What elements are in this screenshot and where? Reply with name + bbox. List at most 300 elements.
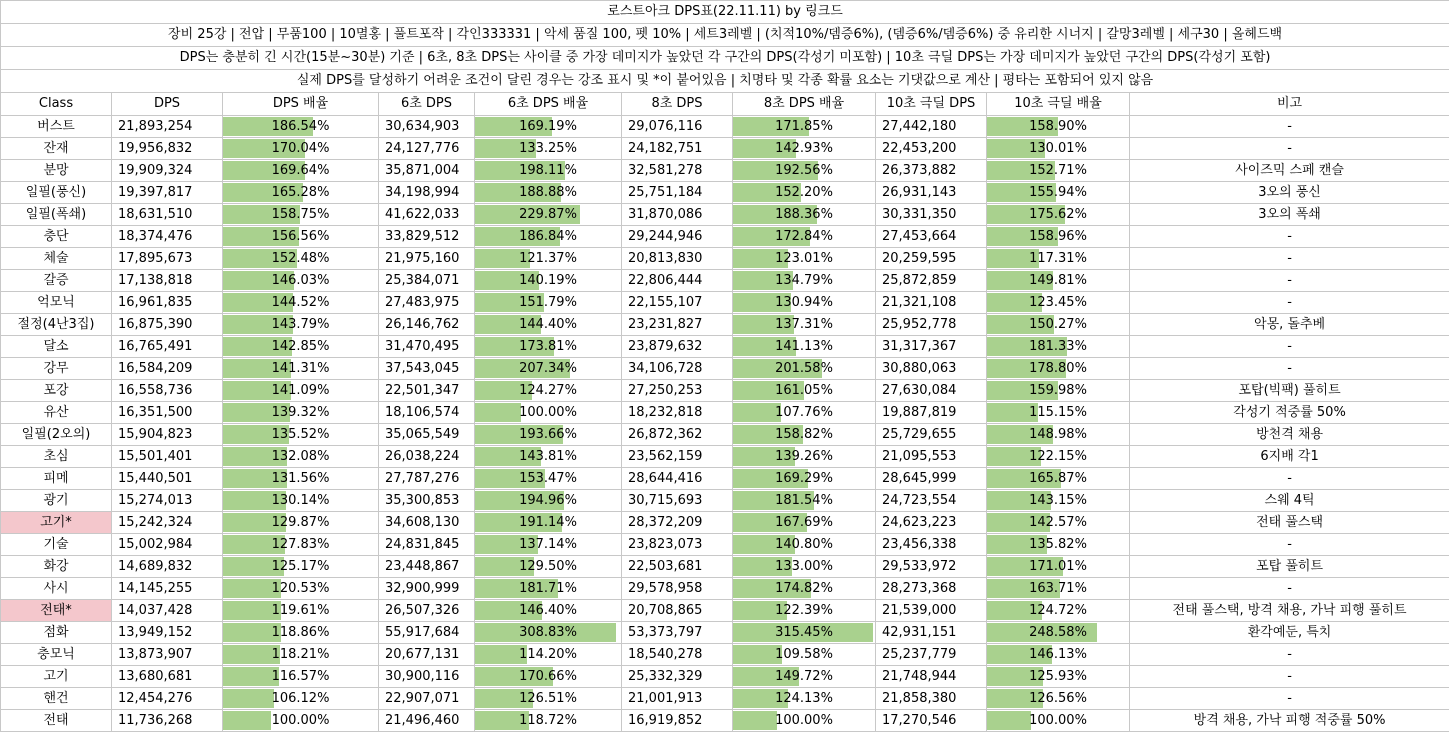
dps-ratio-cell-bar xyxy=(223,711,271,730)
ratio-8s-cell-value: 100.00% xyxy=(775,713,833,728)
ratio-8s-cell-value: 107.76% xyxy=(775,405,833,420)
ratio-6s-cell-value: 118.72% xyxy=(519,713,577,728)
ratio-10s-cell-value: 171.01% xyxy=(1029,559,1087,574)
ratio-8s-cell xyxy=(733,556,876,578)
dps-6s-cell: 37,543,045 xyxy=(379,358,475,380)
dps-10s-cell: 26,373,882 xyxy=(876,160,987,182)
ratio-10s-cell xyxy=(987,468,1130,490)
ratio-10s-cell xyxy=(987,622,1130,644)
ratio-10s-cell-bar xyxy=(987,711,1031,730)
dps-ratio-cell-value: 144.52% xyxy=(271,295,330,310)
dps-ratio-cell-value: 119.61% xyxy=(271,603,330,618)
ratio-6s-cell-value: 140.19% xyxy=(519,273,577,288)
dps-8s-cell: 29,244,946 xyxy=(622,226,733,248)
dps-ratio-cell xyxy=(223,160,379,182)
notes-line: 실제 DPS를 달성하기 어려운 조건이 달린 경우는 강조 표시 및 *이 붙어있음 | 치명타 및 각종 확률 요소는 기댓값으로 계산 | 평타는 포함되어 있지 않음 xyxy=(1,70,1449,93)
ratio-8s-cell xyxy=(733,512,876,534)
ratio-6s-cell-value: 207.34% xyxy=(519,361,577,376)
ratio-6s-cell-value: 194.96% xyxy=(519,493,577,508)
dps-ratio-cell xyxy=(223,248,379,270)
note-cell: - xyxy=(1130,358,1449,380)
table-row xyxy=(1,644,1449,666)
ratio-6s-cell-value: 121.37% xyxy=(519,251,577,266)
dps-ratio-cell xyxy=(223,138,379,160)
note-cell: 방격 채용, 가낙 피행 적중률 50% xyxy=(1130,710,1449,732)
ratio-8s-cell xyxy=(733,710,876,732)
dps-cell: 13,680,681 xyxy=(112,666,223,688)
ratio-6s-cell xyxy=(475,600,622,622)
dps-ratio-cell xyxy=(223,644,379,666)
table-row xyxy=(1,314,1449,336)
note-cell: - xyxy=(1130,248,1449,270)
ratio-6s-cell xyxy=(475,578,622,600)
dps-ratio-cell-value: 135.52% xyxy=(271,427,330,442)
ratio-6s-cell-value: 169.19% xyxy=(519,119,577,134)
note-cell: - xyxy=(1130,226,1449,248)
ratio-8s-cell xyxy=(733,138,876,160)
ratio-8s-cell xyxy=(733,402,876,424)
ratio-10s-cell-value: 143.15% xyxy=(1029,493,1087,508)
ratio-6s-cell xyxy=(475,468,622,490)
dps-6s-cell: 24,831,845 xyxy=(379,534,475,556)
class-cell: 포강 xyxy=(1,380,112,402)
ratio-8s-cell xyxy=(733,314,876,336)
ratio-10s-cell xyxy=(987,666,1130,688)
note-cell: 전태 풀스택 xyxy=(1130,512,1449,534)
dps-ratio-cell-value: 141.09% xyxy=(271,383,330,398)
ratio-6s-cell-value: 144.40% xyxy=(519,317,577,332)
table-row xyxy=(1,204,1449,226)
table-row xyxy=(1,138,1449,160)
dps-10s-cell: 24,623,223 xyxy=(876,512,987,534)
dps-6s-cell: 55,917,684 xyxy=(379,622,475,644)
ratio-8s-cell-value: 171.85% xyxy=(775,119,833,134)
ratio-6s-cell-value: 186.84% xyxy=(519,229,577,244)
dps-ratio-cell-value: 141.31% xyxy=(271,361,330,376)
col-8s-dps: 8초 DPS xyxy=(622,93,733,116)
class-cell: 사시 xyxy=(1,578,112,600)
dps-8s-cell: 53,373,797 xyxy=(622,622,733,644)
class-cell: 충모닉 xyxy=(1,644,112,666)
dps-ratio-cell-value: 152.48% xyxy=(271,251,330,266)
dps-cell: 21,893,254 xyxy=(112,116,223,138)
dps-8s-cell: 31,870,086 xyxy=(622,204,733,226)
ratio-10s-cell xyxy=(987,292,1130,314)
class-cell: 전태* xyxy=(1,600,112,622)
dps-cell: 15,274,013 xyxy=(112,490,223,512)
dps-ratio-cell xyxy=(223,468,379,490)
dps-cell: 15,002,984 xyxy=(112,534,223,556)
ratio-10s-cell xyxy=(987,688,1130,710)
dps-cell: 16,558,736 xyxy=(112,380,223,402)
dps-ratio-cell-value: 169.64% xyxy=(271,163,330,178)
dps-ratio-cell-value: 120.53% xyxy=(271,581,330,596)
ratio-8s-cell-value: 142.93% xyxy=(775,141,833,156)
table-row xyxy=(1,336,1449,358)
ratio-10s-cell-value: 126.56% xyxy=(1029,691,1087,706)
dps-ratio-cell-bar xyxy=(223,667,279,686)
dps-cell: 11,736,268 xyxy=(112,710,223,732)
dps-6s-cell: 24,127,776 xyxy=(379,138,475,160)
dps-8s-cell: 20,813,830 xyxy=(622,248,733,270)
note-cell: - xyxy=(1130,292,1449,314)
dps-10s-cell: 30,331,350 xyxy=(876,204,987,226)
note-cell: - xyxy=(1130,468,1449,490)
ratio-8s-cell xyxy=(733,270,876,292)
dps-10s-cell: 24,723,554 xyxy=(876,490,987,512)
ratio-10s-cell xyxy=(987,138,1130,160)
note-cell: - xyxy=(1130,336,1449,358)
dps-8s-cell: 30,715,693 xyxy=(622,490,733,512)
ratio-8s-cell xyxy=(733,468,876,490)
dps-ratio-cell-bar xyxy=(223,689,274,708)
table-row xyxy=(1,710,1449,732)
note-cell: - xyxy=(1130,666,1449,688)
ratio-6s-cell-value: 191.14% xyxy=(519,515,577,530)
dps-10s-cell: 27,442,180 xyxy=(876,116,987,138)
ratio-8s-cell xyxy=(733,490,876,512)
ratio-6s-cell xyxy=(475,314,622,336)
ratio-8s-cell-value: 141.13% xyxy=(775,339,833,354)
conditions-line: 장비 25강 | 전압 | 무품100 | 10멸홍 | 풀트포작 | 각인333331 | 악세 품질 100, 펫 10% | 세트3레벨 | (치적10%/뎀증6%), (뎀증6%/뎀증6%) 중 유리한 시너지 | 갈망3레벨 | 세구30 | 올헤드백 xyxy=(1,24,1449,47)
ratio-6s-cell xyxy=(475,666,622,688)
dps-10s-cell: 28,273,368 xyxy=(876,578,987,600)
dps-10s-cell: 23,456,338 xyxy=(876,534,987,556)
ratio-8s-cell-value: 181.54% xyxy=(775,493,833,508)
dps-6s-cell: 35,065,549 xyxy=(379,424,475,446)
dps-8s-cell: 27,250,253 xyxy=(622,380,733,402)
ratio-8s-cell-value: 134.79% xyxy=(775,273,833,288)
ratio-8s-cell-value: 169.29% xyxy=(775,471,833,486)
note-cell: - xyxy=(1130,138,1449,160)
class-cell: 고기* xyxy=(1,512,112,534)
ratio-6s-cell-value: 308.83% xyxy=(519,625,577,640)
ratio-10s-cell-value: 181.33% xyxy=(1029,339,1087,354)
ratio-10s-cell-value: 125.93% xyxy=(1029,669,1087,684)
dps-ratio-cell xyxy=(223,402,379,424)
ratio-10s-cell xyxy=(987,270,1130,292)
dps-8s-cell: 34,106,728 xyxy=(622,358,733,380)
dps-ratio-cell xyxy=(223,116,379,138)
dps-ratio-cell xyxy=(223,534,379,556)
dps-6s-cell: 35,300,853 xyxy=(379,490,475,512)
ratio-10s-cell-value: 135.82% xyxy=(1029,537,1087,552)
ratio-10s-cell-value: 150.27% xyxy=(1029,317,1087,332)
dps-cell: 18,631,510 xyxy=(112,204,223,226)
dps-cell: 15,904,823 xyxy=(112,424,223,446)
class-cell: 초심 xyxy=(1,446,112,468)
col-6s-ratio: 6초 DPS 배율 xyxy=(475,93,622,116)
dps-ratio-cell-value: 131.56% xyxy=(271,471,330,486)
ratio-8s-cell xyxy=(733,226,876,248)
table-row xyxy=(1,556,1449,578)
table-row xyxy=(1,622,1449,644)
ratio-8s-cell-value: 139.26% xyxy=(775,449,833,464)
dps-ratio-cell xyxy=(223,556,379,578)
ratio-8s-cell xyxy=(733,666,876,688)
ratio-8s-cell-value: 315.45% xyxy=(775,625,833,640)
dps-8s-cell: 18,540,278 xyxy=(622,644,733,666)
ratio-8s-cell xyxy=(733,578,876,600)
ratio-10s-cell xyxy=(987,402,1130,424)
ratio-6s-cell-bar xyxy=(475,403,521,422)
dps-ratio-cell xyxy=(223,600,379,622)
dps-10s-cell: 21,095,553 xyxy=(876,446,987,468)
dps-ratio-cell xyxy=(223,182,379,204)
ratio-8s-cell-value: 137.31% xyxy=(775,317,833,332)
ratio-8s-cell xyxy=(733,446,876,468)
ratio-8s-cell-value: 188.36% xyxy=(775,207,833,222)
dps-cell: 19,956,832 xyxy=(112,138,223,160)
ratio-6s-cell-value: 151.79% xyxy=(519,295,577,310)
dps-ratio-cell xyxy=(223,380,379,402)
dps-cell: 15,440,501 xyxy=(112,468,223,490)
ratio-10s-cell xyxy=(987,424,1130,446)
ratio-10s-cell xyxy=(987,556,1130,578)
dps-6s-cell: 21,496,460 xyxy=(379,710,475,732)
dps-6s-cell: 41,622,033 xyxy=(379,204,475,226)
dps-8s-cell: 23,879,632 xyxy=(622,336,733,358)
ratio-10s-cell-value: 175.62% xyxy=(1029,207,1087,222)
ratio-10s-cell-value: 248.58% xyxy=(1029,625,1087,640)
dps-ratio-cell-value: 142.85% xyxy=(271,339,330,354)
col-10s-ratio: 10초 극딜 배율 xyxy=(987,93,1130,116)
dps-8s-cell: 25,332,329 xyxy=(622,666,733,688)
table-row xyxy=(1,446,1449,468)
ratio-6s-cell-value: 188.88% xyxy=(519,185,577,200)
dps-6s-cell: 32,900,999 xyxy=(379,578,475,600)
ratio-6s-cell xyxy=(475,204,622,226)
dps-ratio-cell-value: 132.08% xyxy=(271,449,330,464)
col-dps-ratio: DPS 배율 xyxy=(223,93,379,116)
dps-ratio-cell xyxy=(223,446,379,468)
note-cell: 3오의 폭쇄 xyxy=(1130,204,1449,226)
dps-ratio-cell-value: 156.56% xyxy=(271,229,330,244)
note-cell: 각성기 적중률 50% xyxy=(1130,402,1449,424)
dps-ratio-cell-value: 116.57% xyxy=(271,669,330,684)
ratio-8s-cell xyxy=(733,644,876,666)
dps-ratio-cell-value: 100.00% xyxy=(271,713,330,728)
ratio-6s-cell-value: 181.71% xyxy=(519,581,577,596)
ratio-10s-cell-value: 163.71% xyxy=(1029,581,1087,596)
dps-10s-cell: 27,453,664 xyxy=(876,226,987,248)
ratio-10s-cell xyxy=(987,380,1130,402)
ratio-10s-cell xyxy=(987,644,1130,666)
dps-8s-cell: 23,562,159 xyxy=(622,446,733,468)
ratio-10s-cell xyxy=(987,534,1130,556)
dps-6s-cell: 26,146,762 xyxy=(379,314,475,336)
ratio-6s-cell-value: 137.14% xyxy=(519,537,577,552)
note-cell: - xyxy=(1130,534,1449,556)
class-cell: 억모닉 xyxy=(1,292,112,314)
dps-10s-cell: 20,259,595 xyxy=(876,248,987,270)
ratio-10s-cell-value: 142.57% xyxy=(1029,515,1087,530)
ratio-8s-cell xyxy=(733,292,876,314)
dps-10s-cell: 25,872,859 xyxy=(876,270,987,292)
class-cell: 기술 xyxy=(1,534,112,556)
ratio-10s-cell-value: 115.15% xyxy=(1029,405,1087,420)
ratio-10s-cell xyxy=(987,578,1130,600)
col-dps: DPS xyxy=(112,93,223,116)
table-row xyxy=(1,600,1449,622)
ratio-8s-cell-value: 158.82% xyxy=(775,427,833,442)
ratio-8s-cell xyxy=(733,534,876,556)
class-cell: 고기 xyxy=(1,666,112,688)
dps-8s-cell: 29,076,116 xyxy=(622,116,733,138)
dps-10s-cell: 30,880,063 xyxy=(876,358,987,380)
dps-ratio-cell xyxy=(223,270,379,292)
ratio-8s-cell-value: 192.56% xyxy=(775,163,833,178)
class-cell: 일필(폭쇄) xyxy=(1,204,112,226)
class-cell: 일필(풍신) xyxy=(1,182,112,204)
class-cell: 잔재 xyxy=(1,138,112,160)
dps-6s-cell: 26,038,224 xyxy=(379,446,475,468)
ratio-6s-cell xyxy=(475,380,622,402)
dps-10s-cell: 21,748,944 xyxy=(876,666,987,688)
ratio-8s-cell-value: 133.00% xyxy=(775,559,833,574)
note-cell: 포탑(빅팩) 풀히트 xyxy=(1130,380,1449,402)
ratio-10s-cell xyxy=(987,600,1130,622)
dps-ratio-cell xyxy=(223,226,379,248)
ratio-8s-cell xyxy=(733,336,876,358)
ratio-10s-cell-value: 130.01% xyxy=(1029,141,1087,156)
table-row xyxy=(1,226,1449,248)
ratio-6s-cell xyxy=(475,446,622,468)
dps-8s-cell: 23,823,073 xyxy=(622,534,733,556)
dps-6s-cell: 31,470,495 xyxy=(379,336,475,358)
ratio-10s-cell-value: 117.31% xyxy=(1029,251,1087,266)
dps-ratio-cell-value: 130.14% xyxy=(271,493,330,508)
ratio-8s-cell-value: 149.72% xyxy=(775,669,833,684)
ratio-8s-cell xyxy=(733,380,876,402)
ratio-8s-cell-value: 167.69% xyxy=(775,515,833,530)
dps-cell: 16,875,390 xyxy=(112,314,223,336)
table-row xyxy=(1,402,1449,424)
dps-ratio-cell xyxy=(223,292,379,314)
dps-cell: 13,949,152 xyxy=(112,622,223,644)
ratio-8s-cell xyxy=(733,248,876,270)
dps-8s-cell: 29,578,958 xyxy=(622,578,733,600)
table-row xyxy=(1,182,1449,204)
dps-cell: 17,895,673 xyxy=(112,248,223,270)
dps-8s-cell: 28,644,416 xyxy=(622,468,733,490)
class-cell: 유산 xyxy=(1,402,112,424)
ratio-8s-cell-value: 152.20% xyxy=(775,185,833,200)
ratio-8s-cell-value: 123.01% xyxy=(775,251,833,266)
dps-ratio-cell-value: 125.17% xyxy=(271,559,330,574)
dps-ratio-cell-value: 127.83% xyxy=(271,537,330,552)
ratio-10s-cell xyxy=(987,358,1130,380)
class-cell: 점화 xyxy=(1,622,112,644)
dps-6s-cell: 23,448,867 xyxy=(379,556,475,578)
table-row xyxy=(1,116,1449,138)
dps-8s-cell: 28,372,209 xyxy=(622,512,733,534)
ratio-10s-cell-value: 123.45% xyxy=(1029,295,1087,310)
ratio-10s-cell xyxy=(987,446,1130,468)
ratio-6s-cell-value: 193.66% xyxy=(519,427,577,442)
ratio-10s-cell xyxy=(987,314,1130,336)
note-cell: - xyxy=(1130,688,1449,710)
ratio-10s-cell-value: 149.81% xyxy=(1029,273,1087,288)
ratio-10s-cell-value: 158.90% xyxy=(1029,119,1087,134)
ratio-8s-cell xyxy=(733,600,876,622)
note-cell: 3오의 풍신 xyxy=(1130,182,1449,204)
ratio-8s-cell-bar xyxy=(733,711,777,730)
ratio-10s-cell xyxy=(987,204,1130,226)
ratio-10s-cell-value: 146.13% xyxy=(1029,647,1087,662)
class-cell: 핸건 xyxy=(1,688,112,710)
dps-cell: 16,351,500 xyxy=(112,402,223,424)
table-row xyxy=(1,534,1449,556)
dps-cell: 15,501,401 xyxy=(112,446,223,468)
ratio-8s-cell xyxy=(733,182,876,204)
dps-cell: 14,145,255 xyxy=(112,578,223,600)
ratio-10s-cell xyxy=(987,182,1130,204)
dps-ratio-cell xyxy=(223,710,379,732)
ratio-6s-cell xyxy=(475,534,622,556)
ratio-10s-cell-value: 165.87% xyxy=(1029,471,1087,486)
dps-cell: 16,584,209 xyxy=(112,358,223,380)
note-cell: 스웨 4틱 xyxy=(1130,490,1449,512)
dps-10s-cell: 25,952,778 xyxy=(876,314,987,336)
note-cell: 방천격 채용 xyxy=(1130,424,1449,446)
dps-ratio-cell xyxy=(223,490,379,512)
ratio-8s-cell-value: 124.13% xyxy=(775,691,833,706)
col-notes: 비고 xyxy=(1130,93,1449,116)
ratio-10s-cell-value: 158.96% xyxy=(1029,229,1087,244)
ratio-6s-cell xyxy=(475,512,622,534)
dps-ratio-cell xyxy=(223,578,379,600)
dps-cell: 13,873,907 xyxy=(112,644,223,666)
ratio-6s-cell xyxy=(475,292,622,314)
class-cell: 버스트 xyxy=(1,116,112,138)
dps-ratio-cell-value: 118.86% xyxy=(271,625,330,640)
ratio-6s-cell-value: 100.00% xyxy=(519,405,577,420)
ratio-8s-cell xyxy=(733,358,876,380)
dps-6s-cell: 27,483,975 xyxy=(379,292,475,314)
class-cell: 화강 xyxy=(1,556,112,578)
dps-6s-cell: 25,384,071 xyxy=(379,270,475,292)
dps-ratio-cell-value: 139.32% xyxy=(271,405,330,420)
dps-ratio-cell-value: 158.75% xyxy=(271,207,330,222)
dps-10s-cell: 19,887,819 xyxy=(876,402,987,424)
ratio-8s-cell-bar xyxy=(733,403,781,422)
table-row xyxy=(1,468,1449,490)
note-cell: 전태 풀스택, 방격 채용, 가낙 피행 풀히트 xyxy=(1130,600,1449,622)
ratio-10s-cell xyxy=(987,336,1130,358)
ratio-8s-cell-value: 130.94% xyxy=(775,295,833,310)
ratio-8s-cell xyxy=(733,688,876,710)
table-row xyxy=(1,688,1449,710)
table-row xyxy=(1,358,1449,380)
ratio-10s-cell xyxy=(987,710,1130,732)
note-cell: 6지배 각1 xyxy=(1130,446,1449,468)
table-row xyxy=(1,424,1449,446)
dps-ratio-cell-value: 186.54% xyxy=(271,119,330,134)
table-row xyxy=(1,292,1449,314)
ratio-6s-cell-value: 198.11% xyxy=(519,163,577,178)
ratio-10s-cell-value: 159.98% xyxy=(1029,383,1087,398)
column-header-row xyxy=(1,93,1449,116)
dps-definition-line: DPS는 충분히 긴 시간(15분~30분) 기준 | 6초, 8초 DPS는 사이클 중 가장 데미지가 높았던 각 구간의 DPS(각성기 미포함) | 10초 극딜 DPS는 가장 데미지가 높았던 구간의 DPS(각성기 포함) xyxy=(1,47,1449,70)
ratio-8s-cell-value: 201.58% xyxy=(775,361,833,376)
ratio-6s-cell xyxy=(475,556,622,578)
table-row xyxy=(1,666,1449,688)
dps-6s-cell: 34,198,994 xyxy=(379,182,475,204)
dps-10s-cell: 27,630,084 xyxy=(876,380,987,402)
dps-6s-cell: 30,900,116 xyxy=(379,666,475,688)
dps-6s-cell: 33,829,512 xyxy=(379,226,475,248)
